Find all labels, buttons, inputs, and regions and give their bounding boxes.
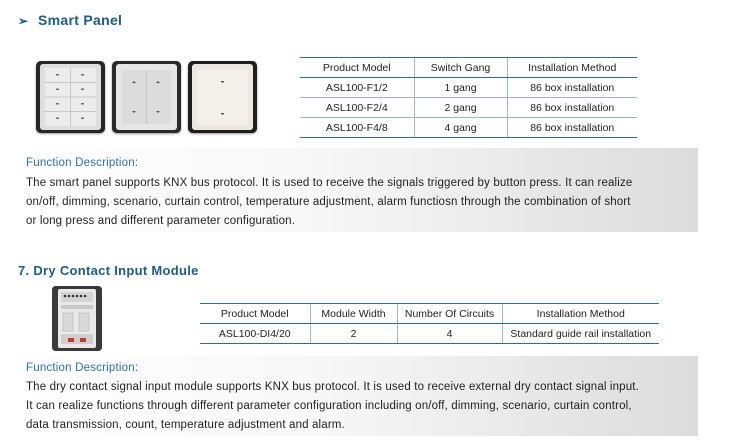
dry-contact-description [26, 378, 639, 435]
description-line: data transmission, count, temperature adjustment and alarm. [26, 419, 345, 431]
table-row [300, 78, 637, 98]
smart-panel-heading: Smart Panel [38, 12, 123, 28]
panel-4gang-image [36, 61, 105, 133]
table-cell: ASL100-F1/2 [300, 78, 414, 98]
column-header: Module Width [310, 304, 397, 324]
table-cell: 86 box installation [507, 118, 637, 138]
description-line: The smart panel supports KNX bus protocol. It is used to receive the signals triggered by button press. It can realize [26, 177, 633, 189]
dry-contact-table [200, 303, 659, 344]
table-cell: 2 [310, 324, 397, 344]
table-row [300, 118, 637, 138]
dry-contact-heading: 7. Dry Contact Input Module [18, 263, 199, 278]
smart-panel-table [300, 57, 637, 138]
table-cell: ASL100-F2/4 [300, 98, 414, 118]
column-header: Installation Method [507, 58, 637, 78]
table-cell: 86 box installation [507, 78, 637, 98]
table-cell: Standard guide rail installation [502, 324, 659, 344]
table-cell: 1 gang [414, 78, 507, 98]
panel-2gang-image [112, 61, 181, 133]
panel-1gang-image [188, 61, 257, 133]
column-header: Product Model [200, 304, 310, 324]
table-cell: 2 gang [414, 98, 507, 118]
table-row [300, 98, 637, 118]
column-header: Installation Method [502, 304, 659, 324]
table-cell: ASL100-DI4/20 [200, 324, 310, 344]
table-row [200, 324, 659, 344]
column-header: Number Of Circuits [397, 304, 502, 324]
table-cell: ASL100-F4/8 [300, 118, 414, 138]
bullet-arrow-icon: ➢ [18, 14, 29, 28]
table-cell: 4 gang [414, 118, 507, 138]
dry-contact-module-image [52, 286, 102, 351]
description-line: on/off, dimming, scenario, curtain control, temperature adjustment, alarm functiosn through the combination of short [26, 196, 631, 208]
column-header: Switch Gang [414, 58, 507, 78]
table-cell: 86 box installation [507, 98, 637, 118]
table-header-row [200, 304, 659, 324]
table-cell: 4 [397, 324, 502, 344]
description-line: It can realize functions through different parameter configuration including on/off, dimming, scenario, curtain control, [26, 400, 632, 412]
smart-panel-description [26, 174, 632, 231]
description-line: The dry contact signal input module supports KNX bus protocol. It is used to receive external dry contact signal input. [26, 381, 639, 393]
function-description-label: Function Description: [26, 362, 139, 374]
function-description-label: Function Description: [26, 157, 139, 169]
description-line: or long press and different parameter configuration. [26, 215, 296, 227]
table-header-row [300, 58, 637, 78]
column-header: Product Model [300, 58, 414, 78]
